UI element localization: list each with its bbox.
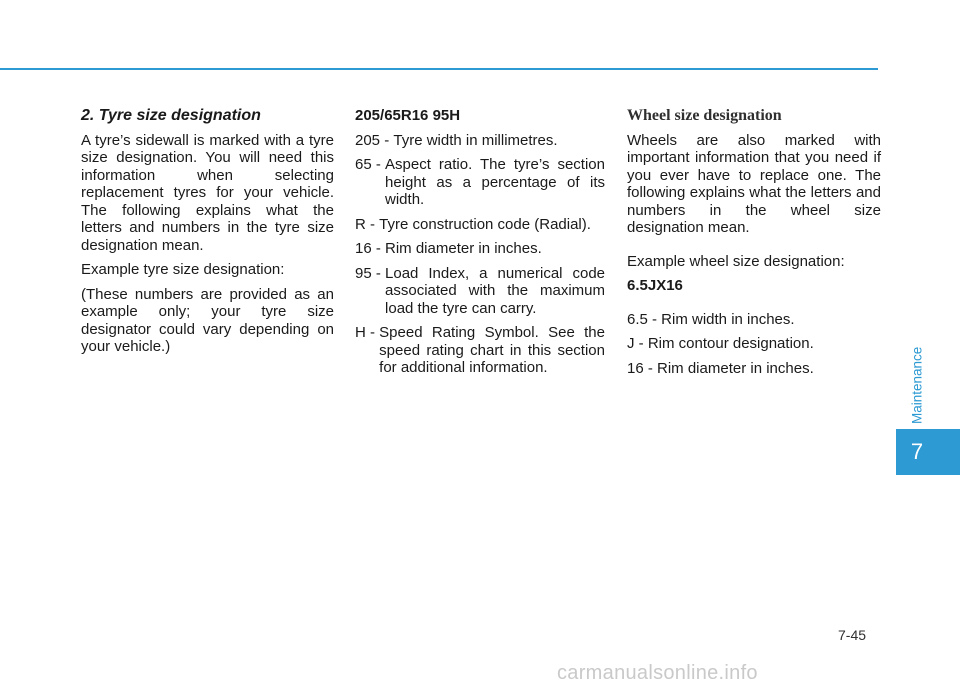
top-divider <box>0 68 878 70</box>
definition-text: Tyre construction code (Radial). <box>379 215 591 233</box>
definition-item <box>355 240 605 258</box>
definition-item <box>355 156 605 209</box>
definition-key: 95 - <box>355 264 386 282</box>
definition-key: 205 - <box>355 131 394 149</box>
paragraph: (These numbers are provided as an example only; your tyre size designator could vary depending on your vehicle.) <box>81 285 334 355</box>
definition-text: Speed Rating Symbol. See the speed rating chart in this section for additional information. <box>379 324 605 376</box>
tyre-size-section <box>81 107 334 363</box>
definition-key: R - <box>355 215 380 233</box>
definition-key: 65 - <box>355 156 386 173</box>
watermark: carmanualsonline.info <box>557 662 758 684</box>
definition-text: Rim diameter in inches. <box>385 240 542 257</box>
definition-key: H - <box>355 324 380 341</box>
definition-text: Load Index, a numerical code associated with the maximum load the tyre can carry. <box>385 264 605 317</box>
list-item: 6.5 - Rim width in inches. <box>627 310 795 328</box>
section-title: Wheel size designation <box>627 107 782 124</box>
paragraph: Example tyre size designation: <box>81 261 285 278</box>
section-title: 2. Tyre size designation <box>81 107 261 124</box>
definition-text: Tyre width in millimetres. <box>393 131 558 149</box>
paragraph: Wheels are also marked with important information that you need if you ever have to replace one. The following explains what the letters and numbers in the wheel size designation mean. <box>627 131 881 236</box>
list-item: 16 - Rim diameter in inches. <box>627 359 814 377</box>
definition-item <box>355 216 605 234</box>
list-item: J - Rim contour designation. <box>627 335 814 352</box>
definition-text: Aspect ratio. The tyre’s section height as a percentage of its width. <box>385 156 605 208</box>
example-code: 6.5JX16 <box>627 277 683 294</box>
wheel-size-section <box>627 107 881 384</box>
paragraph: Example wheel size designation: <box>627 252 845 270</box>
tyre-code-explanation <box>355 107 605 384</box>
chapter-tab: 7 <box>896 429 960 475</box>
definition-item <box>355 132 605 150</box>
definition-item <box>355 324 605 377</box>
page-number: 7-45 <box>838 627 867 643</box>
definition-key: 16 - <box>355 240 386 257</box>
paragraph: A tyre’s sidewall is marked with a tyre size designation. You will need this information when selecting replacement tyres for your vehicle. The following explains what the letters and numbers in the tyre size designation mean. <box>81 131 334 254</box>
example-code: 205/65R16 95H <box>355 107 461 124</box>
chapter-side-label: Maintenance <box>909 346 925 424</box>
definition-item <box>355 265 605 318</box>
